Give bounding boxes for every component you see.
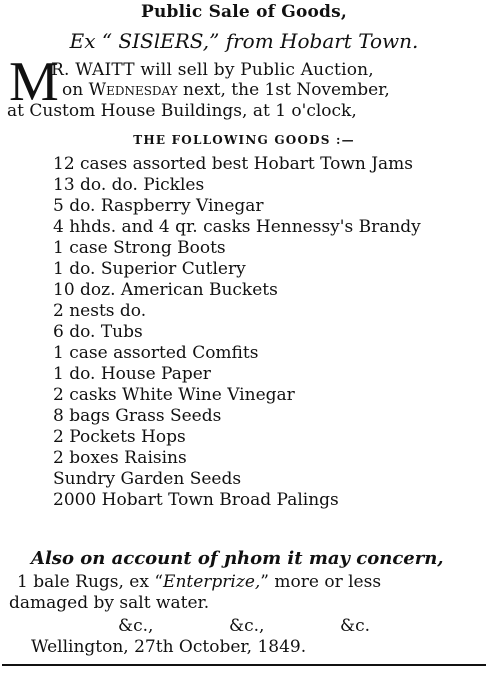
etc-3: &c. [340, 616, 371, 636]
bale-line-2: damaged by salt water. [9, 593, 210, 613]
drop-cap: M [9, 51, 59, 113]
goods-item: 2 boxes Raisins [53, 448, 187, 468]
bottom-rule [2, 664, 486, 666]
bale-line-1 [17, 572, 381, 592]
goods-item: 2 Pockets Hops [53, 427, 186, 447]
goods-item: 2 casks White Wine Vinegar [53, 385, 295, 405]
ad-subtitle: Ex “ SISlERS,” from Hobart Town. [69, 29, 419, 53]
also-line: Also on account of ɲhom it may concern, [31, 548, 444, 569]
sale-day: Wednesday [88, 80, 178, 100]
goods-item: 5 do. Raspberry Vinegar [53, 196, 264, 216]
goods-item: 8 bags Grass Seeds [53, 406, 222, 426]
intro-line-2-end: next, the 1st November, [177, 80, 390, 100]
goods-item: 1 case Strong Boots [53, 238, 226, 258]
goods-item: 1 do. House Paper [53, 364, 211, 384]
goods-item: 2000 Hobart Town Broad Palings [53, 490, 339, 510]
intro-line-2-start: on [62, 80, 89, 100]
goods-item: 12 cases assorted best Hobart Town Jams [53, 154, 414, 174]
ship-name: Enterprize, [163, 572, 261, 592]
bale-line-1-start: 1 bale Rugs, ex “ [17, 572, 164, 592]
goods-item: 13 do. do. Pickles [53, 175, 205, 195]
goods-item: Sundry Garden Seeds [53, 469, 242, 489]
goods-item: 1 case assorted Comfits [53, 343, 259, 363]
intro-line-3: at Custom House Buildings, at 1 o'clock, [7, 101, 357, 121]
goods-item: 2 nests do. [53, 301, 147, 321]
intro-line-2 [62, 80, 390, 100]
dateline: Wellington, 27th October, 1849. [31, 637, 307, 657]
bale-line-1-end: ” more or less [260, 572, 382, 592]
goods-item: 1 do. Superior Cutlery [53, 259, 246, 279]
goods-item: 4 hhds. and 4 qr. casks Hennessy's Brandy [53, 217, 421, 237]
goods-item: 6 do. Tubs [53, 322, 143, 342]
goods-item: 10 doz. American Buckets [53, 280, 278, 300]
goods-heading: THE FOLLOWING GOODS :— [133, 133, 355, 147]
etc-1: &c., [118, 616, 154, 636]
etc-2: &c., [229, 616, 265, 636]
ad-title: Public Sale of Goods, [140, 2, 348, 22]
intro-line-1: R. WAITT will sell by Public Auction, [51, 60, 374, 80]
